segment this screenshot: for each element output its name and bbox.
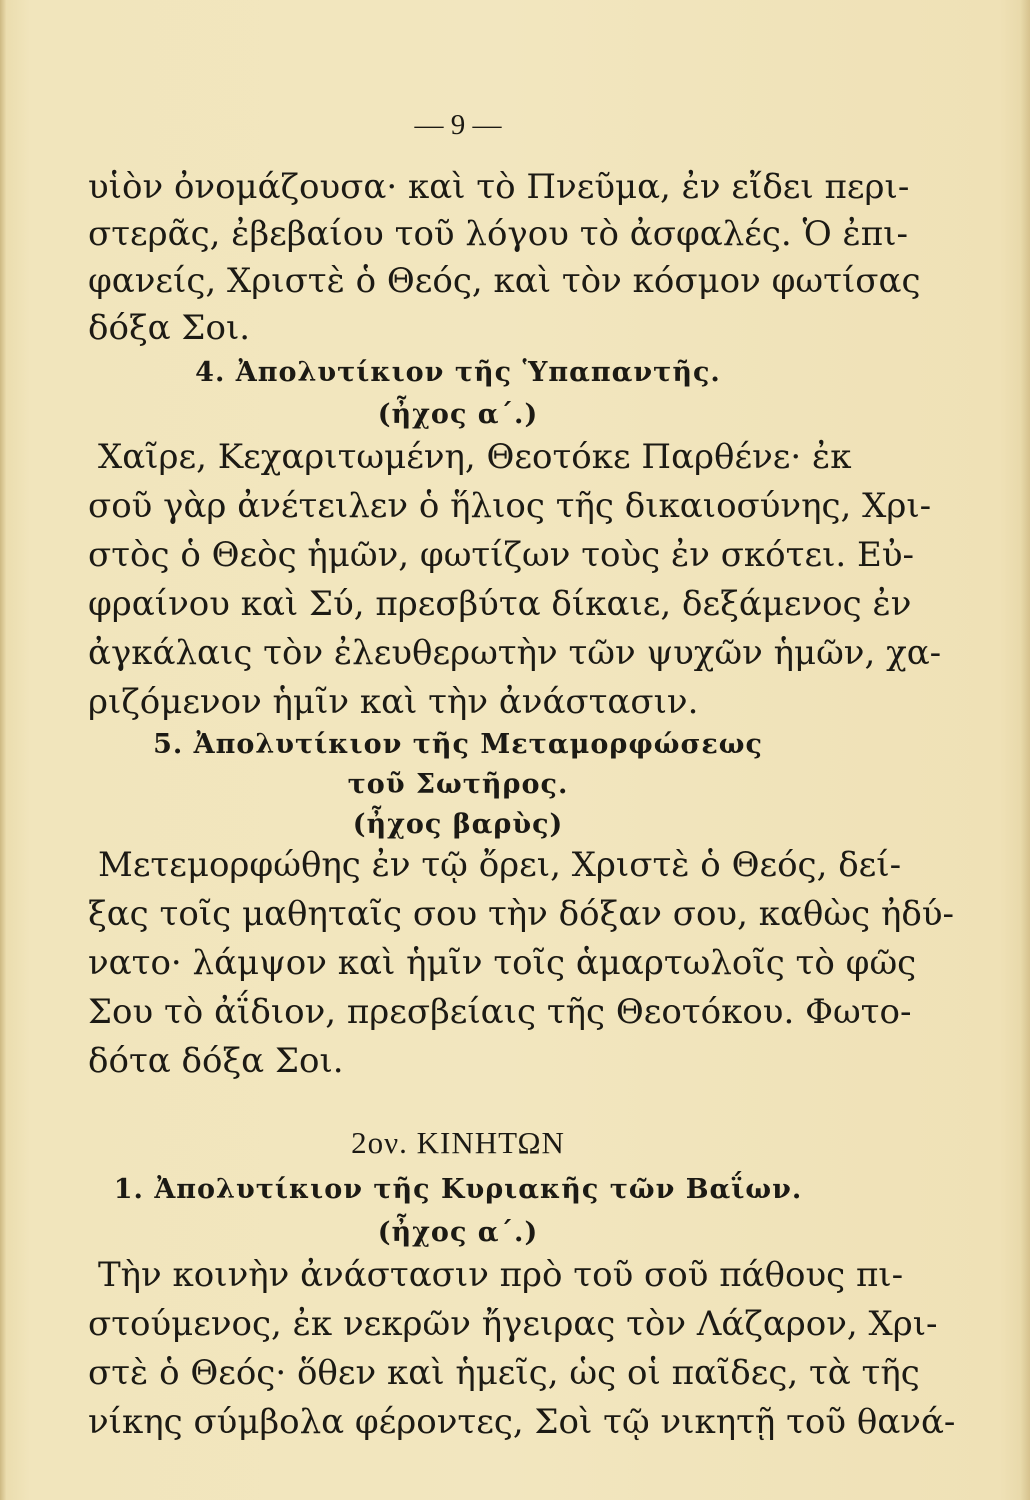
section-heading: 4. Ἀπολυτίκιον τῆς Ὑπαπαντῆς.	[195, 357, 721, 388]
section-heading-cont: τοῦ Σωτῆρος.	[347, 769, 569, 800]
text-line: στὲ ὁ Θεός· ὅθεν καὶ ἡμεῖς, ὡς οἱ παῖδες, τὰ τῆς	[88, 1353, 920, 1393]
section-heading: 5. Ἀπολυτίκιον τῆς Μεταμορφώσεως	[153, 729, 763, 760]
text-line: υἱὸν ὀνομάζουσα· καὶ τὸ Πνεῦμα, ἐν εἴδει περι-	[88, 167, 910, 207]
part-heading: 2ον. ΚΙΝΗΤΩΝ	[351, 1125, 565, 1160]
tone-label: (ἦχος βαρὺς)	[352, 809, 564, 840]
text-line: νίκης σύμβολα φέροντες, Σοὶ τῷ νικητῇ τοῦ θανά-	[88, 1402, 956, 1442]
text-line: στὸς ὁ Θεὸς ἡμῶν, φωτίζων τοὺς ἐν σκότει. Εὐ-	[88, 535, 914, 575]
text-line: φανείς, Χριστὲ ὁ Θεός, καὶ τὸν κόσμον φωτίσας	[88, 261, 921, 301]
text-line: σοῦ γὰρ ἀνέτειλεν ὁ ἥλιος τῆς δικαιοσύνης, Χρι-	[88, 486, 932, 526]
section-heading: 1. Ἀπολυτίκιον τῆς Κυριακῆς τῶν Βαΐων.	[113, 1174, 803, 1205]
tone-label: (ἦχος α΄.)	[377, 399, 539, 430]
text-line: φραίνου καὶ Σύ, πρεσβύτα δίκαιε, δεξάμενος ἐν	[88, 584, 912, 624]
page-edge-left	[0, 0, 6, 1500]
text-line: Σου τὸ ἀΐδιον, πρεσβείαις τῆς Θεοτόκου. Φωτο-	[88, 992, 912, 1032]
page-number: — 9 —	[414, 109, 502, 141]
text-line: Τὴν κοινὴν ἀνάστασιν πρὸ τοῦ σοῦ πάθους πι-	[98, 1255, 904, 1295]
tone-label: (ἦχος α΄.)	[377, 1217, 539, 1248]
page-edge-right	[1020, 0, 1030, 1500]
text-line: δόξα Σοι.	[88, 308, 251, 348]
text-line: δότα δόξα Σοι.	[88, 1041, 344, 1081]
text-line: Μετεμορφώθης ἐν τῷ ὄρει, Χριστὲ ὁ Θεός, δεί-	[98, 845, 902, 885]
text-line: ξας τοῖς μαθηταῖς σου τὴν δόξαν σου, καθὼς ἠδύ-	[88, 894, 954, 934]
text-line: Χαῖρε, Κεχαριτωμένη, Θεοτόκε Παρθένε· ἐκ	[98, 437, 852, 477]
text-line: στούμενος, ἐκ νεκρῶν ἤγειρας τὸν Λάζαρον, Χρι-	[88, 1304, 938, 1344]
text-line: ριζόμενον ἡμῖν καὶ τὴν ἀνάστασιν.	[88, 682, 699, 722]
text-line: ἀγκάλαις τὸν ἐλευθερωτὴν τῶν ψυχῶν ἡμῶν, χα-	[88, 633, 942, 673]
text-line: νατο· λάμψον καὶ ἡμῖν τοῖς ἁμαρτωλοῖς τὸ φῶς	[88, 943, 917, 983]
text-line: στερᾶς, ἐβεβαίου τοῦ λόγου τὸ ἀσφαλές. Ὁ ἐπι-	[88, 214, 908, 254]
